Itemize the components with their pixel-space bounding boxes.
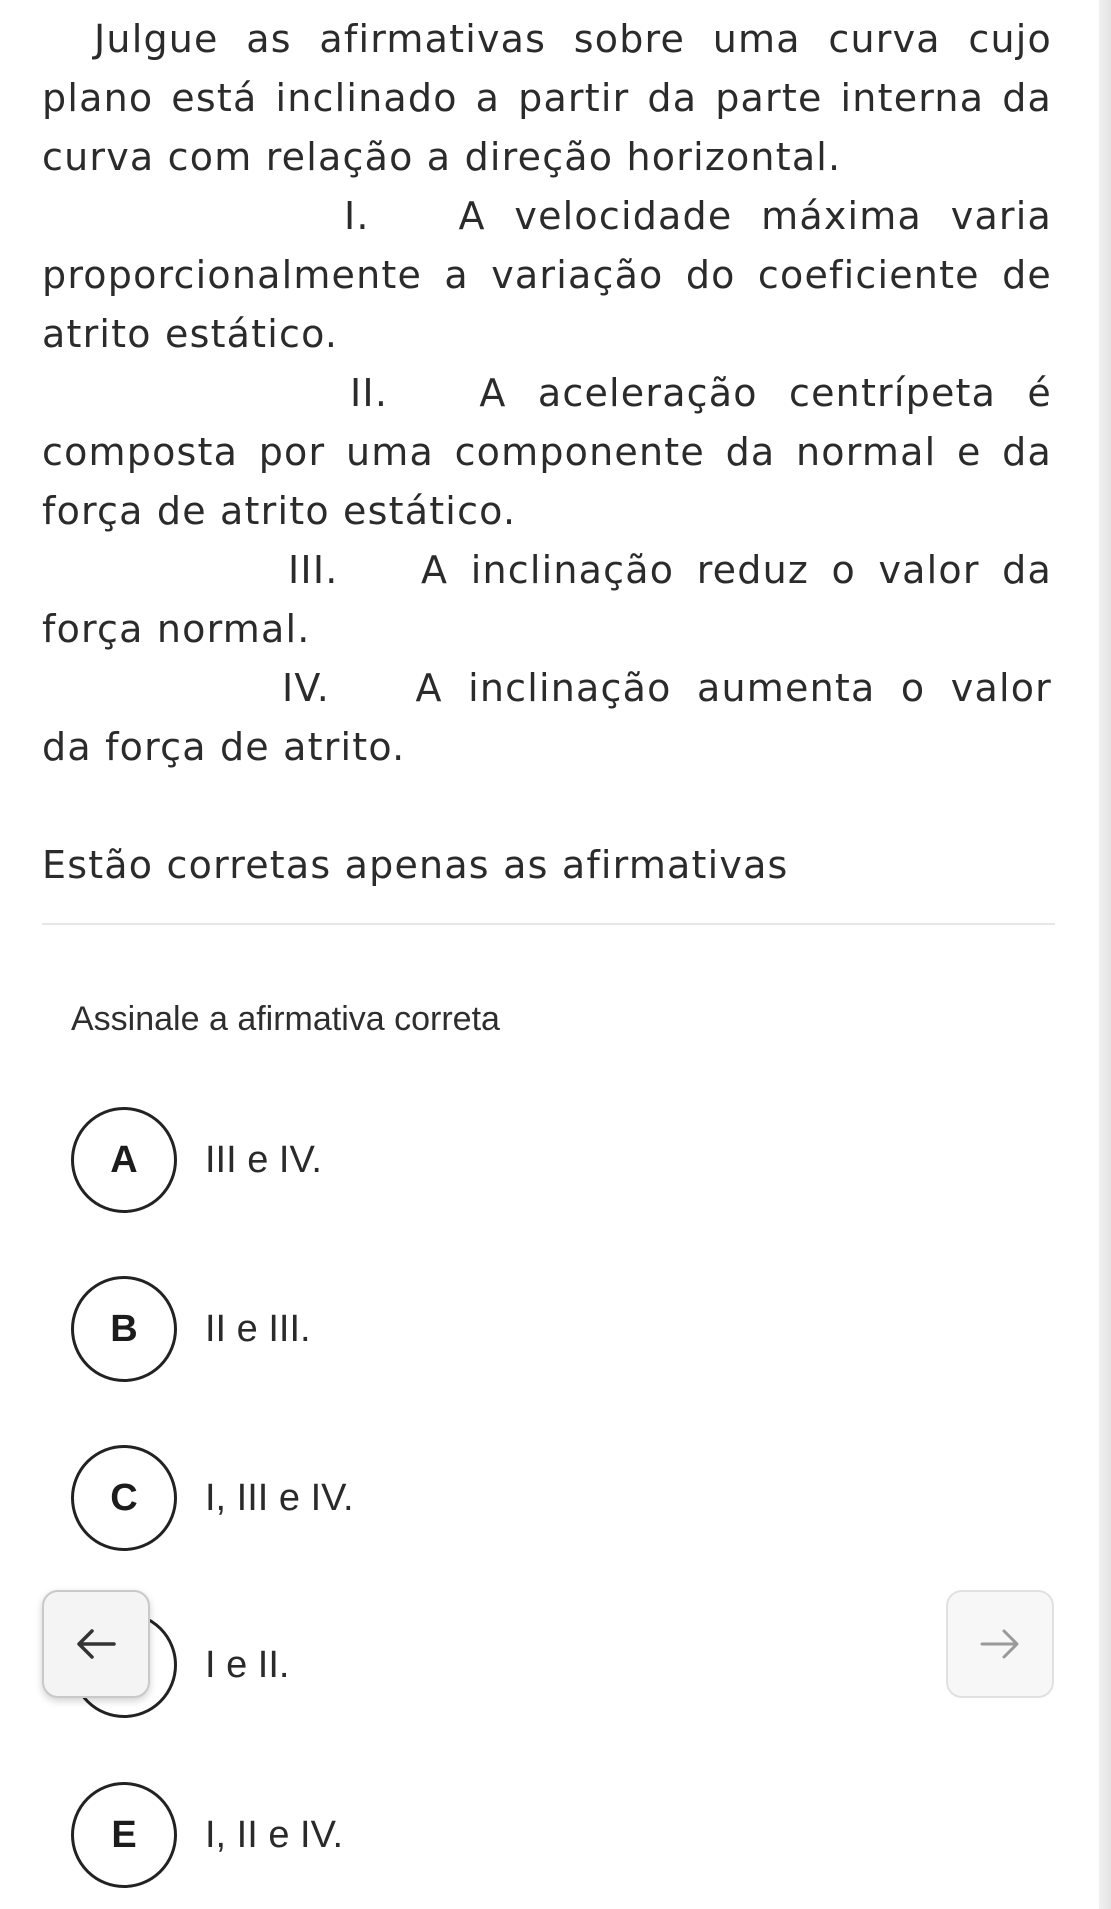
statement-item-2-first-line [42, 364, 1052, 423]
statement-item-2-first-text: A aceleração centrípeta é [479, 371, 1052, 415]
statement-item-4-first-text: A inclinação aumenta o valor [415, 666, 1053, 710]
statement-item-4-first-line [42, 659, 1052, 718]
statement-item-2-numeral: II. [350, 371, 389, 415]
statement-item-4-continuation: da força de atrito. [42, 725, 406, 769]
statement-item-4 [42, 659, 1052, 777]
statement-item-1-first-text: A velocidade máxima varia [458, 194, 1052, 238]
option-c[interactable] [71, 1442, 354, 1554]
statement-item-3-numeral: III. [288, 548, 339, 592]
statement-item-1-first-line [42, 187, 1052, 246]
option-a-text: III e IV. [205, 1138, 322, 1181]
divider [42, 923, 1055, 925]
option-e[interactable] [71, 1779, 343, 1891]
scroll-edge [1099, 0, 1111, 1909]
option-b[interactable] [71, 1273, 311, 1385]
option-b-letter: B [71, 1276, 177, 1382]
option-c-letter: C [71, 1445, 177, 1551]
option-d-text: I e II. [205, 1643, 290, 1686]
option-a[interactable] [71, 1104, 322, 1216]
statement-item-1-continuation: proporcionalmente a variação do coeficiente de atrito estático. [42, 253, 1052, 356]
arrow-right-icon [978, 1626, 1022, 1662]
statement-item-4-numeral: IV. [282, 666, 330, 710]
statement-item-3 [42, 541, 1052, 659]
intro-text: Julgue as afirmativas sobre uma curva cujo plano está inclinado a partir da parte interna da curva com relação a direção horizontal. [42, 17, 1052, 179]
statement-item-2 [42, 364, 1052, 541]
option-a-letter: A [71, 1107, 177, 1213]
intro-paragraph [42, 10, 1052, 187]
option-e-text: I, II e IV. [205, 1813, 344, 1856]
option-b-text: II e III. [205, 1307, 311, 1350]
statement-item-3-continuation: força normal. [42, 607, 311, 651]
statement-item-3-first-text: A inclinação reduz o valor da [421, 548, 1052, 592]
question-stem: Estão corretas apenas as afirmativas [42, 843, 789, 887]
statement-item-1-numeral: I. [344, 194, 370, 238]
statement-item-1 [42, 187, 1052, 364]
statement-item-2-continuation: composta por uma componente da normal e da força de atrito estático. [42, 430, 1052, 533]
next-button[interactable] [946, 1590, 1054, 1698]
statement-item-3-first-line [42, 541, 1052, 600]
option-e-letter: E [71, 1782, 177, 1888]
arrow-left-icon [74, 1626, 118, 1662]
previous-button[interactable] [42, 1590, 150, 1698]
instruction-label: Assinale a afirmativa correta [71, 1000, 500, 1038]
option-c-text: I, III e IV. [205, 1476, 354, 1519]
